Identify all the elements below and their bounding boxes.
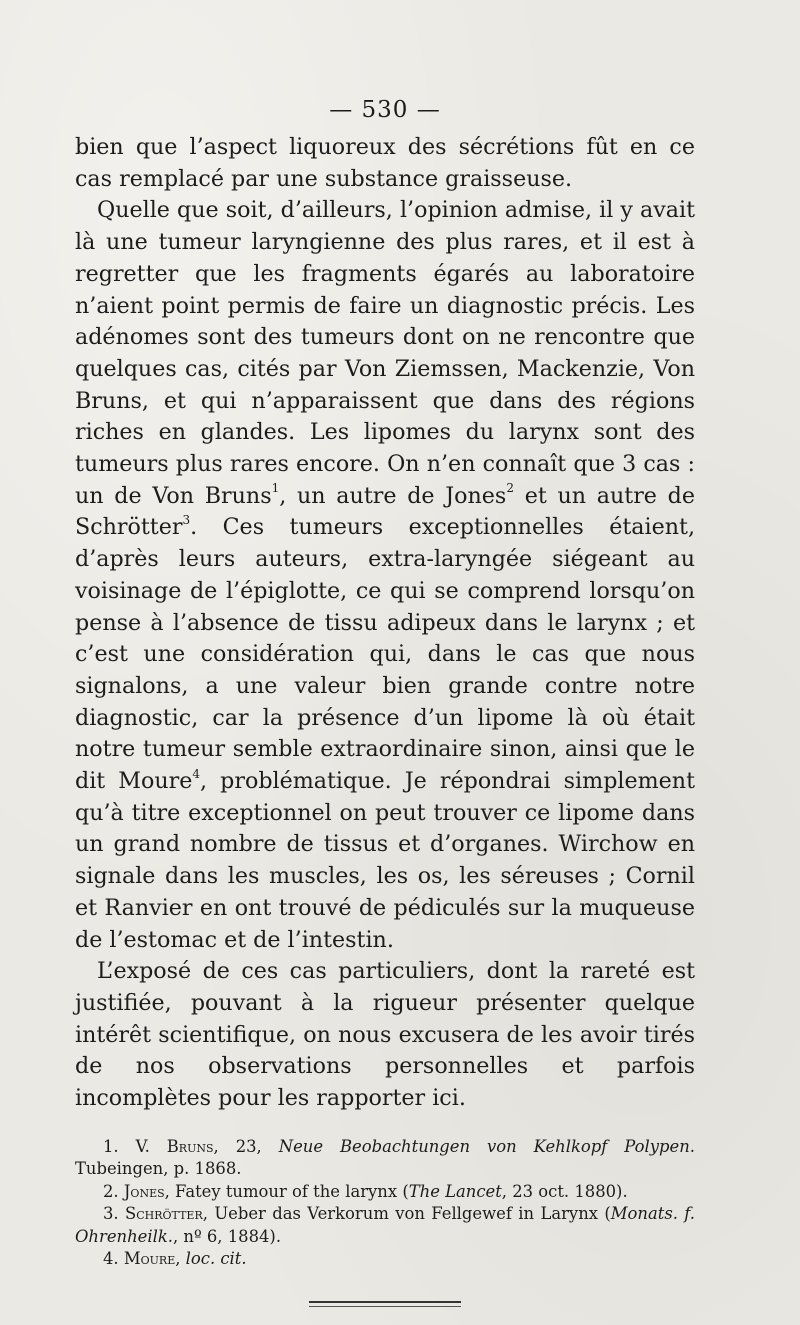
paragraph-2-part-3: et un autre de Schrötter bbox=[75, 482, 695, 541]
footnote-2 bbox=[75, 1181, 695, 1204]
footnote-text: , Fatey tumour of the larynx ( bbox=[164, 1181, 409, 1201]
footnote-number: 4. bbox=[103, 1249, 119, 1269]
paragraph-1: bien que l’aspect liquoreux des sécrétions fût en ce cas remplacé par une substance graisseuse. bbox=[75, 134, 695, 192]
footnote-3 bbox=[75, 1203, 695, 1248]
footnote-1 bbox=[75, 1136, 695, 1181]
footnote-author: Schrötter bbox=[125, 1204, 203, 1224]
footnote-title: Monats. f. Ohrenheilk. bbox=[75, 1204, 695, 1246]
footnote-number: 3. bbox=[103, 1204, 119, 1224]
footnote-ref-3: 3 bbox=[182, 513, 191, 528]
footnote-text: . Tubeingen, p. 1868. bbox=[75, 1136, 695, 1179]
paragraph-2-part-2: , un autre de Jones bbox=[279, 482, 507, 509]
footnote-number: 1. bbox=[103, 1136, 119, 1156]
footnote-text: , 23, bbox=[213, 1136, 279, 1156]
footnote-text: , 23 oct. 1880). bbox=[501, 1181, 628, 1201]
footnote-author: Jones bbox=[123, 1181, 165, 1201]
footnote-title: loc. cit. bbox=[185, 1249, 247, 1269]
paragraph-3: L’exposé de ces cas particuliers, dont la rareté est justifiée, pouvant à la rigueur présenter quelque intérêt scientifique, on nous excusera de les avoir tirés de nos observations personnelles et parfois incomplètes pour les rapporter ici. bbox=[75, 958, 695, 1112]
footnote-text: , nº 6, 1884). bbox=[172, 1226, 282, 1246]
paragraph-2-part-4: . Ces tumeurs exceptionnelles étaient, d’après leurs auteurs, extra-laryngée siégeant au voisinage de l’épiglotte, ce qui se comprend lorsqu’on pense à l’absence de tissu adipeux dans le larynx ; et c’est une considération qui, dans le cas que nous signalons, a une valeur bien grande contre notre diagnostic, car la présence d’un lipome là où était notre tumeur semble extraordinaire sinon, ainsi que le dit Moure bbox=[75, 514, 695, 795]
page-number: — 530 — bbox=[329, 97, 441, 123]
footnote-author: Moure bbox=[123, 1249, 176, 1269]
footnote-4 bbox=[75, 1248, 695, 1271]
footnote-text: , bbox=[175, 1249, 186, 1269]
footnotes bbox=[75, 1136, 695, 1271]
footnote-ref-1: 1 bbox=[271, 481, 280, 496]
paragraph-2-part-1: Quelle que soit, d’ailleurs, l’opinion admise, il y avait là une tumeur laryngienne des plus rares, et il est à regretter que les fragments égarés au laboratoire n’aient point permis de faire un diagnostic précis. Les adénomes sont des tumeurs dont on ne rencontre que quelques cas, cités par Von Ziemssen, Mackenzie, Von Bruns, et qui n’apparaissent que dans des régions riches en glandes. Les lipomes du larynx sont des tumeurs plus rares encore. On n’en connaît que 3 cas : un de Von Bruns bbox=[75, 197, 695, 509]
footnote-number: 2. bbox=[103, 1181, 119, 1201]
footnote-ref-4: 4 bbox=[192, 766, 201, 781]
end-rule bbox=[309, 1301, 461, 1303]
footnote-ref-2: 2 bbox=[506, 481, 514, 496]
footnote-author: V. Bruns bbox=[135, 1136, 214, 1156]
footnote-title: Neue Beobachtungen von Kehlkopf Polypen bbox=[278, 1136, 690, 1156]
body-text bbox=[75, 132, 695, 1115]
footnote-text: , Ueber das Verkorum von Fellgewef in Larynx ( bbox=[202, 1204, 611, 1224]
footnote-title: The Lancet bbox=[408, 1181, 502, 1201]
paragraph-2-part-5: , problématique. Je répondrai simplement qu’à titre exceptionnel on peut trouver ce lipome dans un grand nombre de tissus et d’organes. Wirchow en signale dans les muscles, les os, les séreuses ; Cornil et Ranvier en ont trouvé de pédiculés sur la muqueuse de l’estomac et de l’intestin. bbox=[75, 768, 695, 953]
paragraph-2 bbox=[75, 195, 695, 956]
